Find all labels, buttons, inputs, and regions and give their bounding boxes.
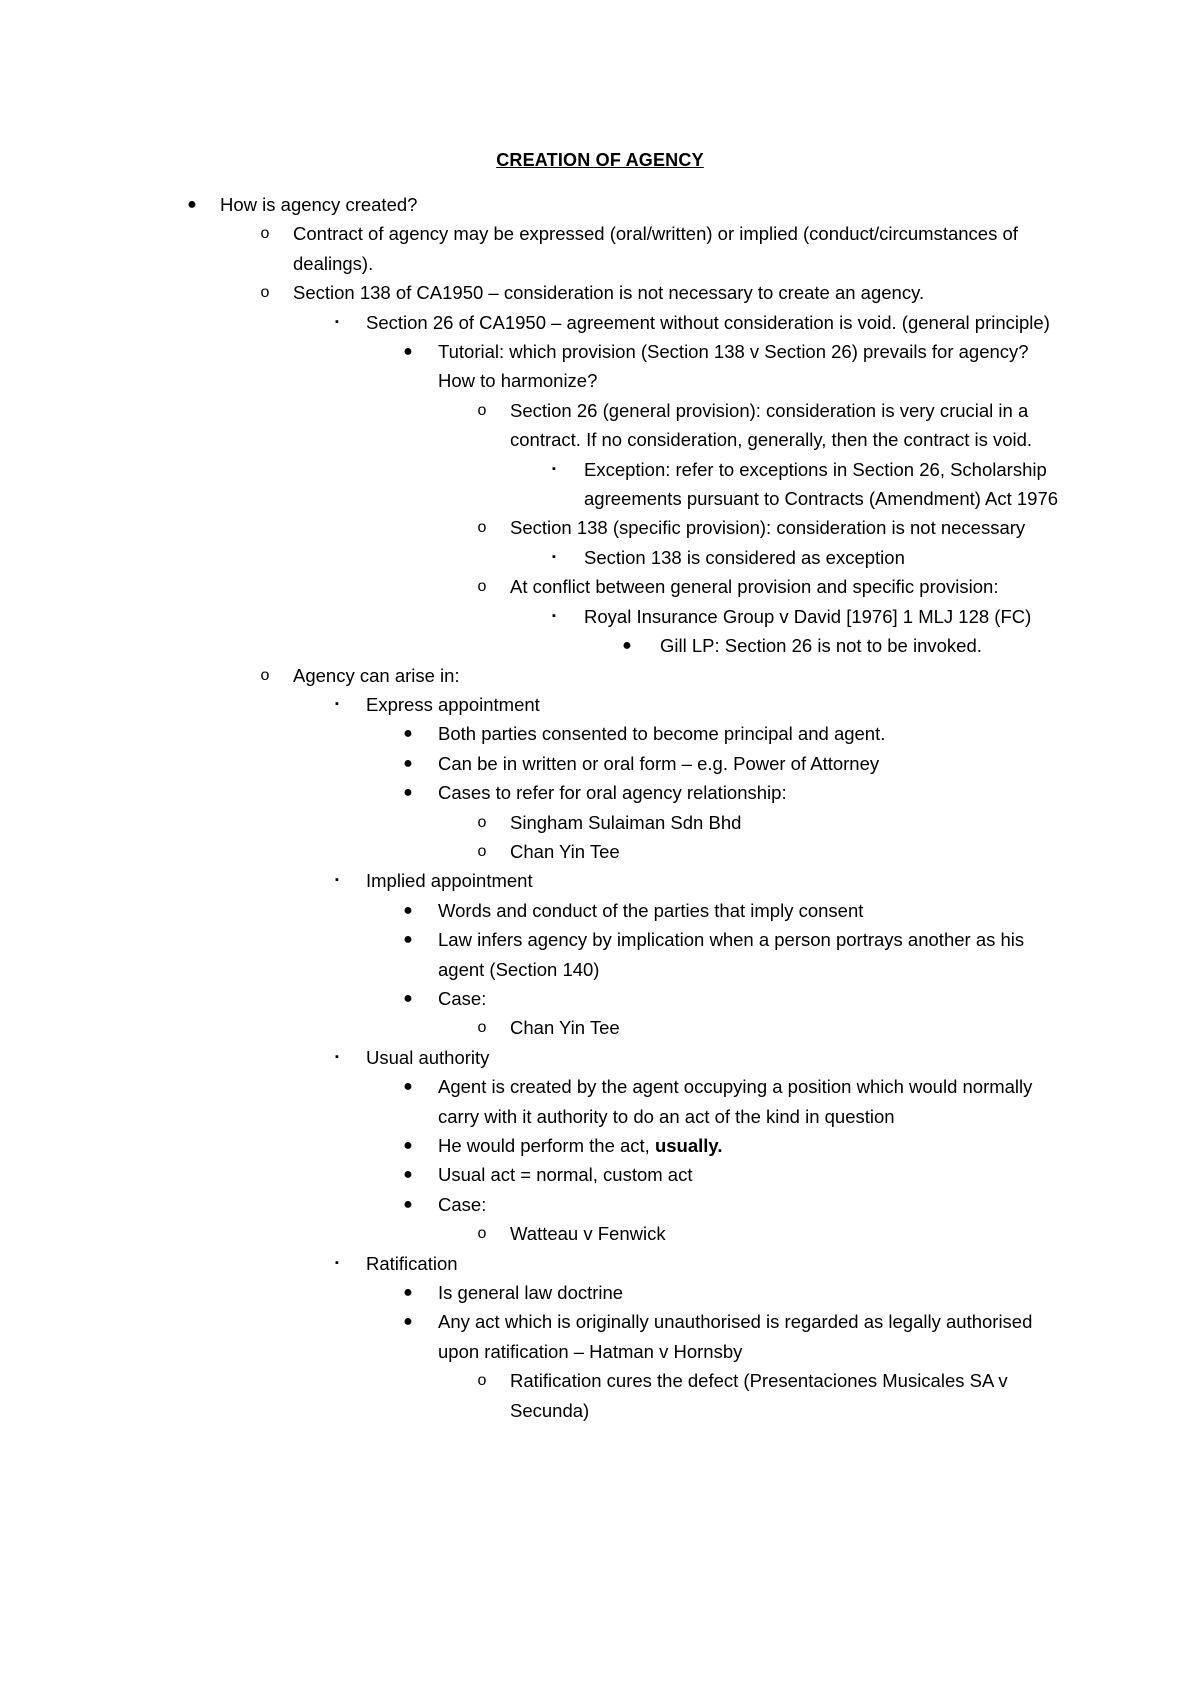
list-item-text — [366, 690, 1065, 719]
list-item — [0, 896, 1200, 925]
list-item-text — [366, 1043, 1065, 1072]
list-item-text — [438, 925, 1065, 984]
list-item-label: Usual authority — [366, 1046, 490, 1068]
list-item — [0, 1190, 1200, 1219]
list-item-label: At conflict between general provision and specific provision: — [510, 576, 999, 598]
list-item — [0, 455, 1200, 514]
list-item — [0, 219, 1200, 278]
list-item-text — [584, 543, 1065, 572]
list-item-label: How is agency created? — [220, 194, 418, 215]
list-item-label: Section 26 of CA1950 – agreement without consideration is void. (general principle) — [366, 311, 1050, 333]
list-item — [0, 337, 1200, 396]
list-item-label: Any act which is originally unauthorised is regarded as legally authorised upon ratification – Hatman v Hornsby — [438, 1311, 1033, 1362]
list-item-text — [584, 455, 1065, 514]
list-item — [0, 719, 1200, 748]
bullet-icon: ● — [403, 1195, 413, 1213]
list-item-text — [438, 1160, 1065, 1189]
list-item-label: Ratification cures the defect (Presentaciones Musicales SA v Secunda) — [510, 1370, 1008, 1421]
list-item — [0, 572, 1200, 601]
list-item-label: Tutorial: which provision (Section 138 v Section 26) prevails for agency? How to harmonize? — [438, 341, 1029, 392]
list-item — [0, 1278, 1200, 1307]
list-item-label: Implied appointment — [366, 870, 533, 892]
list-item — [0, 631, 1200, 660]
list-item-label: Agency can arise in: — [293, 664, 460, 686]
list-item — [0, 1072, 1200, 1131]
list-item-text — [366, 308, 1065, 337]
list-item-label: Is general law doctrine — [438, 1282, 624, 1304]
list-item-text — [438, 984, 1065, 1013]
list-item-label: Section 138 of CA1950 – consideration is not necessary to create an agency. — [293, 282, 925, 304]
list-item — [0, 749, 1200, 778]
list-item-text — [510, 396, 1065, 455]
bullet-icon: ● — [403, 1137, 413, 1154]
list-item — [0, 513, 1200, 542]
list-item — [0, 661, 1200, 690]
list-item-text — [293, 278, 1065, 307]
circle-bullet-icon: o — [477, 813, 487, 831]
list-item-label: Usual act = normal, custom act — [438, 1164, 693, 1186]
list-item-label: Contract of agency may be expressed (oral/written) or implied (conduct/circumstances of dealings). — [293, 223, 1018, 274]
circle-bullet-icon: o — [477, 1225, 487, 1243]
list-item — [0, 1249, 1200, 1278]
outline-list — [0, 190, 1200, 1425]
list-item-label: Section 26 (general provision): consideration is very crucial in a contract. If no consideration, generally, then the contract is void. — [510, 399, 1033, 451]
list-item — [0, 278, 1200, 307]
square-bullet-icon: ▪ — [335, 874, 339, 887]
list-item-text — [438, 1190, 1065, 1219]
bullet-icon: ● — [403, 1078, 413, 1096]
list-item-label: Ratification — [366, 1252, 458, 1274]
list-item-text — [510, 1219, 1065, 1248]
list-item-text — [438, 337, 1065, 396]
list-item-text — [293, 219, 1065, 278]
list-item-text — [438, 1072, 1065, 1131]
list-item-emphasis: usually. — [649, 1135, 723, 1156]
circle-bullet-icon: o — [260, 666, 270, 684]
list-item — [0, 778, 1200, 807]
list-item — [0, 308, 1200, 337]
list-item — [0, 1013, 1200, 1042]
list-item-label: Watteau v Fenwick — [510, 1223, 666, 1245]
list-item-label: Can be in written or oral form – e.g. Power of Attorney — [438, 752, 880, 774]
list-item-text — [366, 1249, 1065, 1278]
circle-bullet-icon: o — [477, 401, 487, 419]
bullet-icon: ● — [403, 1313, 413, 1331]
list-item — [0, 984, 1200, 1013]
square-bullet-icon: ▪ — [335, 1256, 339, 1269]
list-item — [0, 1131, 1200, 1160]
circle-bullet-icon: o — [477, 519, 487, 537]
list-item — [0, 1307, 1200, 1366]
circle-bullet-icon: o — [477, 1019, 487, 1037]
bullet-icon: ● — [403, 784, 413, 802]
list-item — [0, 1366, 1200, 1425]
list-item-text — [438, 1307, 1065, 1366]
list-item-text — [438, 749, 1065, 778]
list-item-text — [438, 778, 1065, 807]
square-bullet-icon: ▪ — [552, 462, 556, 475]
square-bullet-icon: ▪ — [335, 1050, 339, 1063]
list-item-label: Gill LP: Section 26 is not to be invoked. — [660, 635, 982, 657]
list-item-text — [438, 896, 1065, 925]
list-item — [0, 1160, 1200, 1189]
list-item-label: Case: — [438, 1193, 487, 1215]
square-bullet-icon: ▪ — [335, 697, 339, 710]
bullet-icon: ● — [622, 637, 632, 655]
bullet-icon: ● — [403, 989, 413, 1007]
list-item-label: Singham Sulaiman Sdn Bhd — [510, 811, 742, 833]
list-item-label: Royal Insurance Group v David [1976] 1 MLJ 128 (FC) — [584, 605, 1032, 627]
list-item-text — [584, 602, 1065, 631]
list-item-text — [366, 866, 1065, 895]
list-item — [0, 1219, 1200, 1248]
list-item-label: Exception: refer to exceptions in Section 26, Scholarship agreements pursuant to Contracts (Amendment) Act 1976 — [584, 458, 1059, 510]
list-item — [0, 837, 1200, 866]
list-item-text — [510, 837, 1065, 866]
page-title: CREATION OF AGENCY — [496, 150, 704, 170]
list-item-label: Law infers agency by implication when a person portrays another as his agent (Section 140) — [438, 929, 1025, 980]
list-item-text — [438, 719, 1065, 748]
list-item-text — [510, 513, 1065, 542]
circle-bullet-icon: o — [260, 284, 270, 302]
list-item-label: Cases to refer for oral agency relationship: — [438, 782, 787, 804]
circle-bullet-icon: o — [477, 578, 487, 596]
list-item-label: He would perform the act, — [438, 1135, 650, 1156]
bullet-icon: ● — [403, 931, 413, 949]
list-item — [0, 602, 1200, 631]
bullet-icon: ● — [403, 1166, 413, 1184]
square-bullet-icon: ▪ — [552, 550, 556, 563]
bullet-icon: ● — [403, 343, 413, 361]
list-item-label: Both parties consented to become principal and agent. — [438, 723, 886, 745]
list-item-label: Section 138 (specific provision): consideration is not necessary — [510, 517, 1026, 539]
list-item — [0, 396, 1200, 455]
list-item-label: Express appointment — [366, 693, 540, 715]
list-item-text — [510, 808, 1065, 837]
list-item — [0, 925, 1200, 984]
list-item-text — [220, 190, 1065, 219]
list-item-label: Section 138 is considered as exception — [584, 546, 905, 568]
list-item — [0, 190, 1200, 219]
list-item-text — [438, 1131, 1065, 1160]
list-item-text — [293, 661, 1065, 690]
circle-bullet-icon: o — [477, 1372, 487, 1390]
list-item — [0, 808, 1200, 837]
list-item-label: Agent is created by the agent occupying a position which would normally carry with it authority to do an act of the kind in question — [438, 1076, 1033, 1127]
list-item-label: Case: — [438, 987, 487, 1009]
list-item — [0, 543, 1200, 572]
bullet-icon: ● — [403, 725, 413, 743]
circle-bullet-icon: o — [260, 225, 270, 243]
list-item — [0, 866, 1200, 895]
list-item-text — [510, 572, 1065, 601]
list-item-text — [438, 1278, 1065, 1307]
list-item — [0, 690, 1200, 719]
circle-bullet-icon: o — [477, 842, 487, 860]
list-item-text — [660, 631, 1065, 660]
bullet-icon: ● — [403, 1284, 413, 1302]
list-item — [0, 1043, 1200, 1072]
list-item-label: Words and conduct of the parties that imply consent — [438, 899, 864, 921]
square-bullet-icon: ▪ — [552, 609, 556, 622]
bullet-icon: ● — [403, 754, 413, 772]
bullet-icon: ● — [403, 901, 413, 919]
bullet-icon: ● — [187, 196, 197, 213]
list-item-text — [510, 1013, 1065, 1042]
list-item-label: Chan Yin Tee — [510, 1017, 620, 1039]
square-bullet-icon: ▪ — [335, 315, 339, 328]
list-item-text — [510, 1366, 1065, 1425]
list-item-label: Chan Yin Tee — [510, 840, 620, 862]
